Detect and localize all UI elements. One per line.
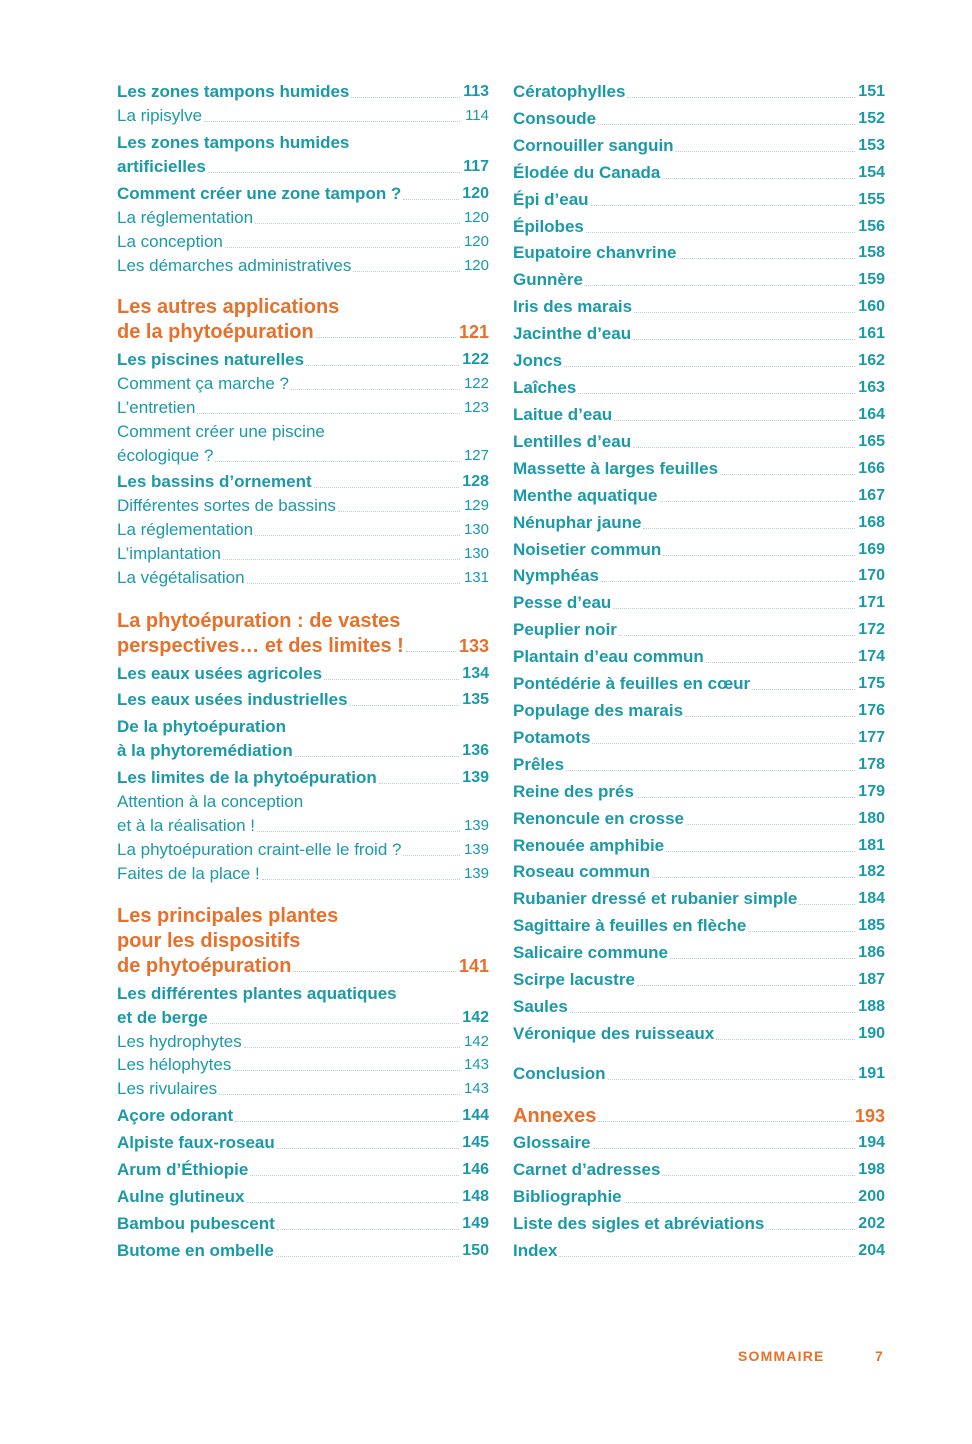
toc-dot-leader bbox=[219, 1094, 460, 1095]
toc-entry-title: Nénuphar jaune bbox=[513, 513, 642, 532]
toc-page-number: 144 bbox=[462, 1107, 489, 1124]
toc-entry-title: pour les dispositifs bbox=[117, 930, 301, 952]
toc-entry-title: De la phytoépuration bbox=[117, 717, 287, 736]
toc-dot-leader bbox=[662, 1175, 855, 1176]
toc-entry-title: Populage des marais bbox=[513, 701, 684, 720]
toc-dot-leader bbox=[720, 474, 855, 475]
toc-entry-title: Attention à la conception bbox=[117, 792, 304, 811]
toc-entry-title: Saules bbox=[513, 997, 568, 1016]
toc-entry-title: La réglementation bbox=[117, 520, 254, 539]
toc-dot-leader bbox=[591, 205, 856, 206]
toc-entry-title: Iris des marais bbox=[513, 297, 633, 316]
toc-entry-title: Massette à larges feuilles bbox=[513, 459, 719, 478]
toc-dot-leader bbox=[210, 1023, 460, 1024]
toc-page-number: 117 bbox=[463, 158, 489, 175]
toc-entry-title: Les hydrophytes bbox=[117, 1032, 242, 1051]
toc-dot-leader bbox=[403, 855, 460, 856]
toc-dot-leader bbox=[586, 232, 855, 233]
footer-section-label: SOMMAIRE bbox=[738, 1348, 825, 1364]
toc-entry-title: Laitue d’eau bbox=[513, 405, 613, 424]
toc-entry-title: Bambou pubescent bbox=[117, 1214, 275, 1233]
toc-dot-leader bbox=[637, 985, 855, 986]
toc-entry-title: Les bassins d’ornement bbox=[117, 472, 312, 491]
toc-dot-leader bbox=[247, 583, 460, 584]
toc-entry-title: Différentes sortes de bassins bbox=[117, 496, 336, 515]
toc-entry-title: Comment ça marche ? bbox=[117, 374, 289, 393]
toc-page-number: 121 bbox=[458, 322, 489, 342]
toc-entry-title: Élodée du Canada bbox=[513, 163, 661, 182]
toc-entry-title: Pontédérie à feuilles en cœur bbox=[513, 674, 751, 693]
toc-entry-title: Potamots bbox=[513, 728, 591, 747]
toc-dot-leader bbox=[277, 1229, 460, 1230]
toc-page-number: 175 bbox=[858, 675, 885, 692]
toc-entry-title: perspectives… et des limites ! bbox=[117, 635, 404, 657]
toc-dot-leader bbox=[215, 461, 460, 462]
toc-entry-title: Cératophylles bbox=[513, 82, 626, 101]
toc-entry-title: Renoncule en crosse bbox=[513, 809, 685, 828]
toc-dot-leader bbox=[592, 743, 855, 744]
toc-entry-title: Les eaux usées agricoles bbox=[117, 664, 323, 683]
toc-page-number: 148 bbox=[462, 1188, 489, 1205]
toc-page-number: 163 bbox=[858, 379, 885, 396]
toc-entry-title: Jacinthe d’eau bbox=[513, 324, 632, 343]
toc-dot-leader bbox=[233, 1070, 460, 1071]
toc-page-number: 190 bbox=[858, 1025, 885, 1042]
toc-dot-leader bbox=[633, 447, 855, 448]
toc-entry-title: Les eaux usées industrielles bbox=[117, 690, 348, 709]
toc-entry-title: Butome en ombelle bbox=[117, 1241, 274, 1260]
toc-page-number: 152 bbox=[858, 110, 885, 127]
toc-entry-title: Les zones tampons humides bbox=[117, 82, 350, 101]
toc-page-number: 136 bbox=[462, 742, 489, 759]
toc-page-number: 154 bbox=[858, 164, 885, 181]
toc-entry-title: Véronique des ruisseaux bbox=[513, 1024, 715, 1043]
toc-dot-leader bbox=[686, 824, 855, 825]
toc-page-number: 165 bbox=[858, 433, 885, 450]
toc-page-number: 135 bbox=[462, 691, 489, 708]
toc-entry-title: Liste des sigles et abréviations bbox=[513, 1214, 765, 1233]
toc-dot-leader bbox=[633, 339, 855, 340]
toc-entry-title: Les principales plantes bbox=[117, 905, 339, 927]
toc-page-number: 120 bbox=[463, 257, 489, 274]
toc-page-number: 169 bbox=[858, 541, 885, 558]
toc-dot-leader bbox=[670, 958, 855, 959]
toc-dot-leader bbox=[293, 971, 456, 972]
toc-page-number: 159 bbox=[858, 271, 885, 288]
toc-entry-title: Noisetier commun bbox=[513, 540, 662, 559]
toc-page-number: 153 bbox=[858, 137, 885, 154]
toc-page-number: 113 bbox=[463, 83, 489, 100]
toc-dot-leader bbox=[799, 904, 855, 905]
toc-entry-title: Épi d’eau bbox=[513, 190, 589, 209]
toc-dot-leader bbox=[559, 1256, 855, 1257]
toc-dot-leader bbox=[225, 247, 460, 248]
toc-dot-leader bbox=[406, 651, 456, 652]
toc-page-number: 151 bbox=[858, 83, 885, 100]
toc-page-number: 202 bbox=[858, 1215, 885, 1232]
toc-page-number: 166 bbox=[858, 460, 885, 477]
toc-entry-title: à la phytoremédiation bbox=[117, 741, 293, 760]
toc-page-number: 188 bbox=[858, 998, 885, 1015]
toc-page-number: 128 bbox=[462, 473, 489, 490]
toc-entry-title: Pesse d’eau bbox=[513, 593, 612, 612]
toc-dot-leader bbox=[624, 1202, 856, 1203]
toc-dot-leader bbox=[636, 797, 855, 798]
toc-page-number: 142 bbox=[463, 1033, 489, 1050]
toc-page-number: 174 bbox=[858, 648, 885, 665]
toc-page-number: 120 bbox=[462, 185, 489, 202]
toc-dot-leader bbox=[678, 258, 855, 259]
toc-page-number: 204 bbox=[858, 1242, 885, 1259]
toc-page-number: 141 bbox=[458, 956, 489, 976]
toc-dot-leader bbox=[578, 393, 855, 394]
toc-dot-leader bbox=[255, 535, 460, 536]
toc-entry-title: L’entretien bbox=[117, 398, 196, 417]
toc-dot-leader bbox=[291, 389, 460, 390]
toc-dot-leader bbox=[663, 555, 855, 556]
toc-page-number: 176 bbox=[858, 702, 885, 719]
toc-page-number: 178 bbox=[858, 756, 885, 773]
toc-entry-title: Aulne glutineux bbox=[117, 1187, 245, 1206]
toc-dot-leader bbox=[613, 608, 855, 609]
toc-page-number: 180 bbox=[858, 810, 885, 827]
toc-page-number: 122 bbox=[463, 375, 489, 392]
toc-entry-title: Gunnère bbox=[513, 270, 583, 289]
toc-page-number: 171 bbox=[858, 594, 885, 611]
toc-page-number: 143 bbox=[463, 1056, 489, 1073]
toc-page-number: 127 bbox=[463, 447, 489, 464]
toc-entry-title: Laîches bbox=[513, 378, 577, 397]
toc-page-number: 131 bbox=[463, 569, 489, 586]
toc-dot-leader bbox=[295, 756, 460, 757]
toc-entry-title: Açore odorant bbox=[117, 1106, 234, 1125]
toc-dot-leader bbox=[314, 487, 460, 488]
toc-dot-leader bbox=[627, 97, 855, 98]
toc-dot-leader bbox=[277, 1148, 460, 1149]
toc-page-number: 130 bbox=[463, 521, 489, 538]
toc-entry-title: L’implantation bbox=[117, 544, 221, 563]
toc-entry-title: Conclusion bbox=[513, 1064, 606, 1083]
toc-dot-leader bbox=[351, 97, 460, 98]
toc-page-number: 186 bbox=[858, 944, 885, 961]
toc-dot-leader bbox=[324, 679, 459, 680]
toc-page-number: 130 bbox=[463, 545, 489, 562]
toc-entry-title: et à la réalisation ! bbox=[117, 816, 255, 835]
toc-page-number: 167 bbox=[858, 487, 885, 504]
toc-dot-leader bbox=[608, 1079, 856, 1080]
toc-page-number: 187 bbox=[858, 971, 885, 988]
toc-entry-title: Peuplier noir bbox=[513, 620, 617, 639]
toc-page-number: 162 bbox=[858, 352, 885, 369]
toc-page-number: 134 bbox=[462, 665, 489, 682]
toc-entry-title: La phytoépuration craint-elle le froid ? bbox=[117, 840, 402, 859]
toc-page-number: 185 bbox=[858, 917, 885, 934]
toc-page-number: 139 bbox=[463, 865, 489, 882]
toc-dot-leader bbox=[566, 770, 855, 771]
toc-page-number: 155 bbox=[858, 191, 885, 208]
toc-dot-leader bbox=[716, 1039, 855, 1040]
toc-page-number: 123 bbox=[463, 399, 489, 416]
toc-dot-leader bbox=[564, 366, 855, 367]
toc-dot-leader bbox=[660, 501, 856, 502]
toc-dot-leader bbox=[306, 365, 459, 366]
toc-page-number: 161 bbox=[858, 325, 885, 342]
toc-entry-title: Carnet d’adresses bbox=[513, 1160, 661, 1179]
toc-entry-title: Les piscines naturelles bbox=[117, 350, 305, 369]
toc-page-number: 120 bbox=[463, 233, 489, 250]
toc-page-number: 122 bbox=[462, 351, 489, 368]
toc-page-number: 146 bbox=[462, 1161, 489, 1178]
toc-page-number: 145 bbox=[462, 1134, 489, 1151]
toc-entry-title: Les hélophytes bbox=[117, 1055, 232, 1074]
toc-dot-leader bbox=[276, 1256, 459, 1257]
toc-entry-title: La conception bbox=[117, 232, 223, 251]
toc-page-number: 133 bbox=[458, 636, 489, 656]
toc-page-number: 139 bbox=[462, 769, 489, 786]
toc-entry-title: Alpiste faux-roseau bbox=[117, 1133, 275, 1152]
toc-page-number: 156 bbox=[858, 218, 885, 235]
toc-entry-title: de phytoépuration bbox=[117, 955, 292, 977]
toc-dot-leader bbox=[652, 877, 855, 878]
toc-page-number: 114 bbox=[465, 107, 489, 124]
toc-dot-leader bbox=[208, 172, 460, 173]
toc-page-number: 129 bbox=[463, 497, 489, 514]
toc-page-number: 160 bbox=[858, 298, 885, 315]
toc-entry-title: Prêles bbox=[513, 755, 565, 774]
toc-page-number: 198 bbox=[858, 1161, 885, 1178]
toc-entry-title: Joncs bbox=[513, 351, 563, 370]
toc-entry-title: Scirpe lacustre bbox=[513, 970, 635, 989]
footer-page-number: 7 bbox=[875, 1348, 883, 1364]
toc-entry-title: Sagittaire à feuilles en flèche bbox=[513, 916, 747, 935]
toc-dot-leader bbox=[262, 879, 460, 880]
toc-entry-title: Index bbox=[513, 1241, 558, 1260]
toc-entry-title: Glossaire bbox=[513, 1133, 591, 1152]
toc-page-number: 150 bbox=[462, 1242, 489, 1259]
toc-entry-title: Épilobes bbox=[513, 217, 584, 236]
toc-page-number: 168 bbox=[858, 514, 885, 531]
toc-entry-title: artificielles bbox=[117, 157, 206, 176]
toc-page-number: 149 bbox=[462, 1215, 489, 1232]
toc-entry-title: Roseau commun bbox=[513, 862, 650, 881]
toc-dot-leader bbox=[766, 1229, 855, 1230]
toc-page-number: 181 bbox=[858, 837, 885, 854]
toc-dot-leader bbox=[666, 851, 855, 852]
toc-dot-leader bbox=[748, 931, 855, 932]
toc-dot-leader bbox=[338, 511, 460, 512]
toc-page-number: 182 bbox=[858, 863, 885, 880]
toc-dot-leader bbox=[662, 178, 855, 179]
toc-entry-title: Renouée amphibie bbox=[513, 836, 665, 855]
toc-entry-title: La végétalisation bbox=[117, 568, 245, 587]
toc-page-number: 172 bbox=[858, 621, 885, 638]
toc-entry-title: Nymphéas bbox=[513, 566, 599, 585]
toc-dot-leader bbox=[570, 1012, 855, 1013]
toc-page-number: 177 bbox=[858, 729, 885, 746]
toc-page-number: 179 bbox=[858, 783, 885, 800]
toc-dot-leader bbox=[379, 783, 460, 784]
toc-page-number: 193 bbox=[854, 1106, 885, 1126]
toc-entry-title: La réglementation bbox=[117, 208, 254, 227]
toc-page-number: 164 bbox=[858, 406, 885, 423]
toc-entry-title: Menthe aquatique bbox=[513, 486, 658, 505]
toc-entry-title: Comment créer une zone tampon ? bbox=[117, 184, 402, 203]
toc-entry-title: La phytoépuration : de vastes bbox=[117, 610, 401, 632]
toc-entry-title: Comment créer une piscine bbox=[117, 422, 325, 441]
toc-entry-title: Les autres applications bbox=[117, 296, 340, 318]
toc-entry-title: et de berge bbox=[117, 1008, 208, 1027]
toc-page-number: 170 bbox=[858, 567, 885, 584]
toc-dot-leader bbox=[244, 1047, 460, 1048]
toc-dot-leader bbox=[247, 1202, 460, 1203]
toc-entry-title: Consoude bbox=[513, 109, 597, 128]
toc-dot-leader bbox=[593, 1148, 856, 1149]
toc-entry-title: Les limites de la phytoépuration bbox=[117, 768, 377, 787]
toc-dot-leader bbox=[204, 121, 460, 122]
toc-entry-title: Cornouiller sanguin bbox=[513, 136, 674, 155]
toc-dot-leader bbox=[706, 662, 855, 663]
toc-dot-leader bbox=[223, 559, 460, 560]
toc-entry-title: Lentilles d’eau bbox=[513, 432, 632, 451]
toc-dot-leader bbox=[685, 716, 855, 717]
toc-entry-title: Les zones tampons humides bbox=[117, 133, 350, 152]
toc-entry-title: Bibliographie bbox=[513, 1187, 622, 1206]
toc-entry-title: La ripisylve bbox=[117, 106, 203, 125]
toc-dot-leader bbox=[353, 271, 460, 272]
toc-entry-title: Les différentes plantes aquatiques bbox=[117, 984, 397, 1003]
toc-dot-leader bbox=[585, 285, 855, 286]
toc-dot-leader bbox=[598, 124, 855, 125]
toc-page-number: 158 bbox=[858, 244, 885, 261]
toc-dot-leader bbox=[752, 689, 855, 690]
toc-entry-title: Annexes bbox=[513, 1105, 597, 1127]
toc-page-number: 184 bbox=[858, 890, 885, 907]
toc-entry-title: Arum d’Éthiopie bbox=[117, 1160, 249, 1179]
toc-entry-title: Les rivulaires bbox=[117, 1079, 218, 1098]
toc-dot-leader bbox=[676, 151, 856, 152]
toc-dot-leader bbox=[403, 199, 459, 200]
toc-page-number: 143 bbox=[463, 1080, 489, 1097]
toc-dot-leader bbox=[614, 420, 855, 421]
toc-entry-title: Eupatoire chanvrine bbox=[513, 243, 677, 262]
toc-page-number: 139 bbox=[463, 817, 489, 834]
toc-dot-leader bbox=[255, 223, 460, 224]
toc-dot-leader bbox=[250, 1175, 459, 1176]
toc-entry-title: Rubanier dressé et rubanier simple bbox=[513, 889, 798, 908]
toc-entry-title: Reine des prés bbox=[513, 782, 634, 801]
toc-dot-leader bbox=[643, 528, 855, 529]
toc-dot-leader bbox=[601, 581, 855, 582]
toc-entry-title: Faites de la place ! bbox=[117, 864, 260, 883]
toc-dot-leader bbox=[316, 337, 456, 338]
toc-dot-leader bbox=[235, 1121, 459, 1122]
toc-entry-title: Salicaire commune bbox=[513, 943, 668, 962]
toc-page-number: 194 bbox=[858, 1134, 885, 1151]
toc-page-number: 120 bbox=[463, 209, 489, 226]
toc-page-number: 139 bbox=[463, 841, 489, 858]
toc-entry-title: de la phytoépuration bbox=[117, 321, 314, 343]
toc-entry-title: Plantain d’eau commun bbox=[513, 647, 704, 666]
toc-dot-leader bbox=[197, 413, 460, 414]
toc-page-number: 142 bbox=[462, 1009, 489, 1026]
toc-page-number: 191 bbox=[858, 1065, 885, 1082]
toc-dot-leader bbox=[619, 635, 855, 636]
toc-dot-leader bbox=[634, 312, 855, 313]
toc-dot-leader bbox=[257, 831, 460, 832]
toc-page-number: 200 bbox=[858, 1188, 885, 1205]
toc-dot-leader bbox=[350, 705, 460, 706]
toc-entry-title: Les démarches administratives bbox=[117, 256, 352, 275]
toc-entry-title: écologique ? bbox=[117, 446, 214, 465]
toc-dot-leader bbox=[598, 1121, 852, 1122]
